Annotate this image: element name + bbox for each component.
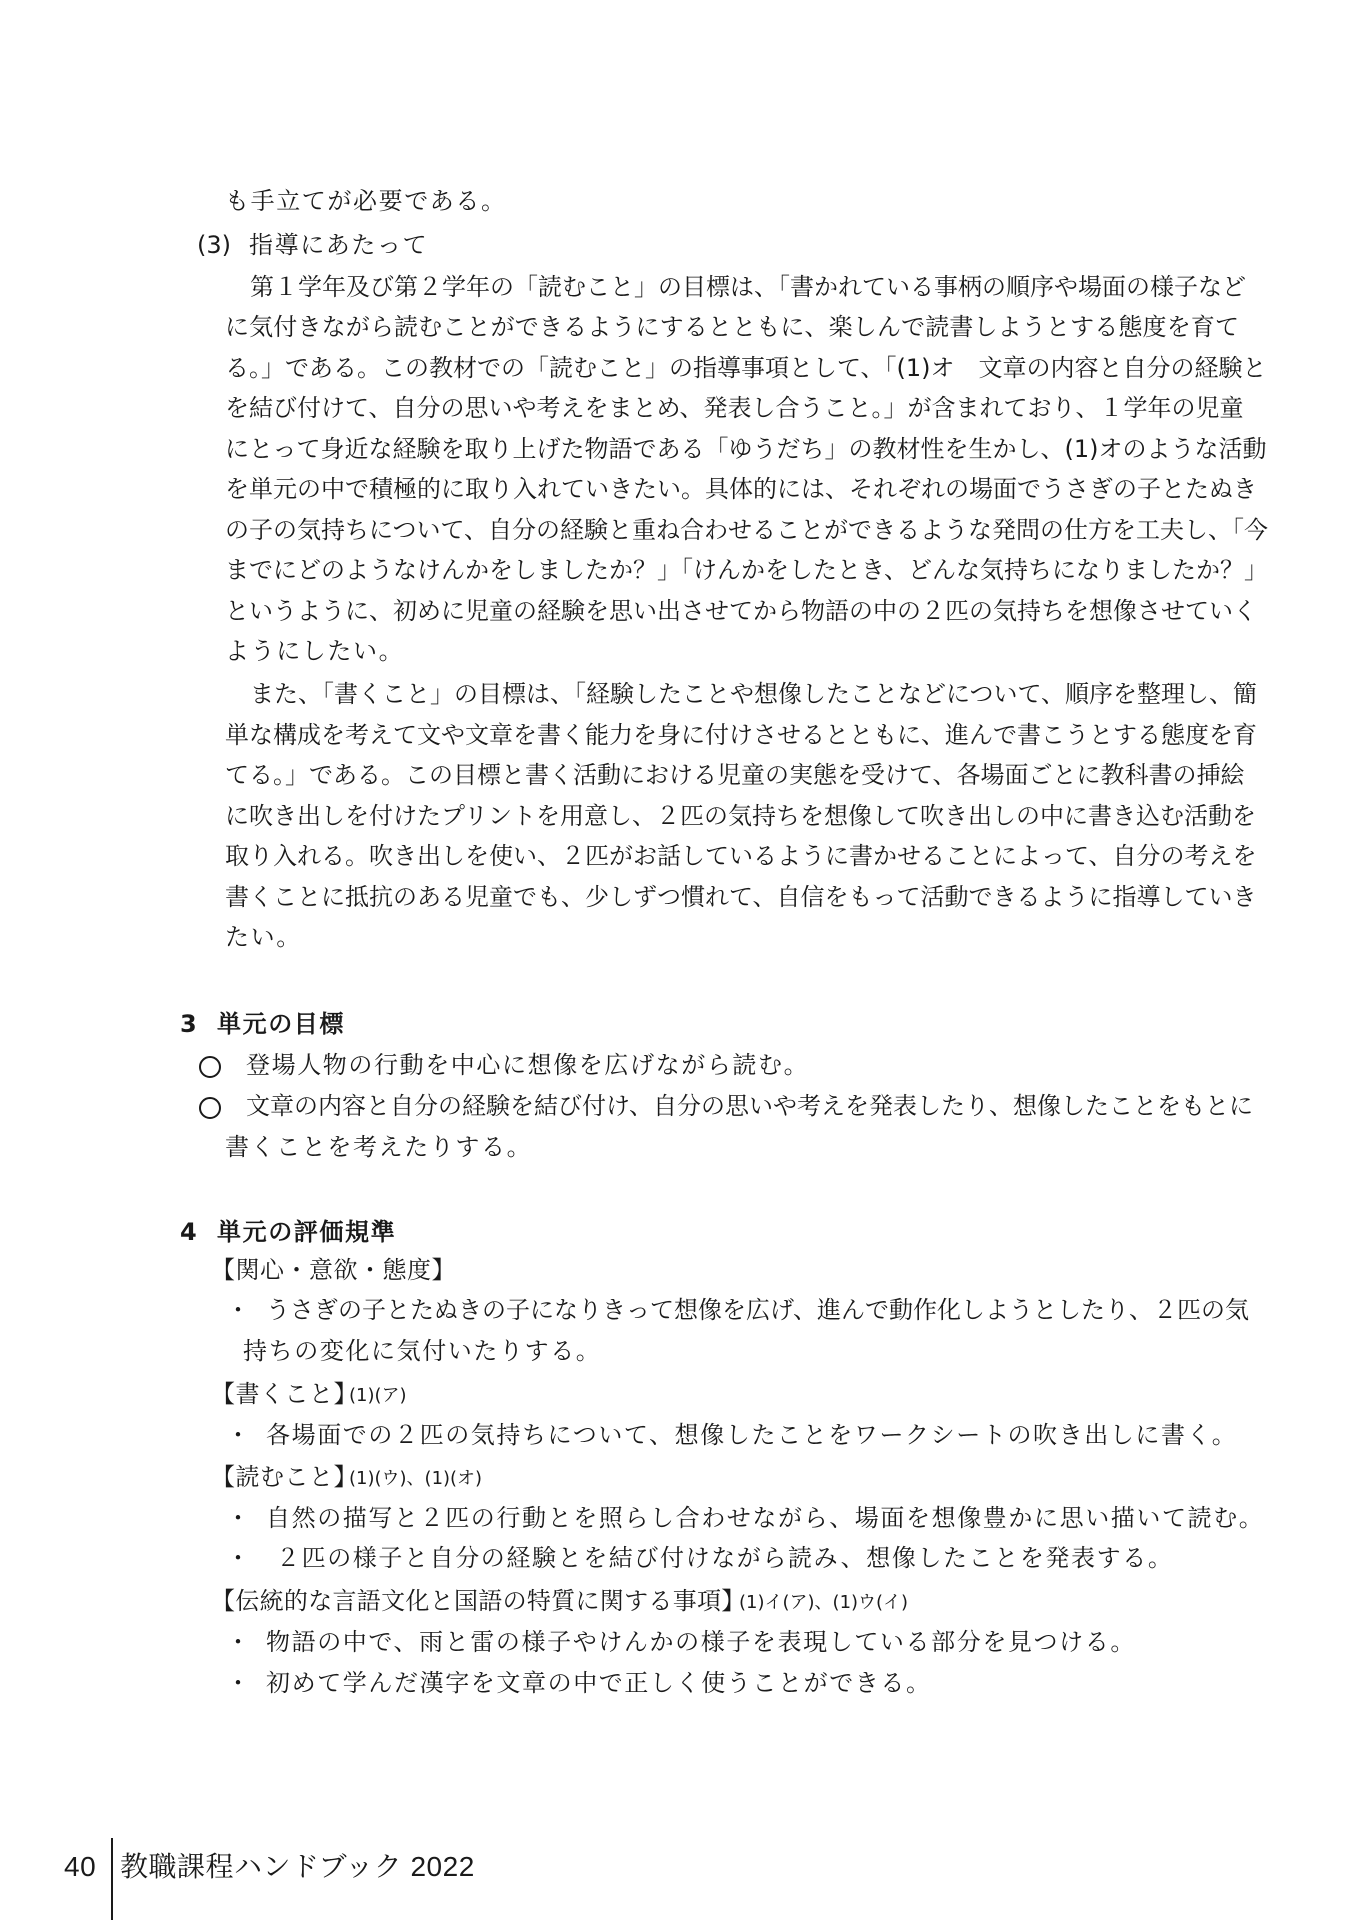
para1-line-2: る。」である。この教材での「読むこと」の指導事項として、「(1)オ 文章の内容と自分の経験と	[225, 354, 1267, 382]
criteria-category-interest: 【関心・意欲・態度】	[211, 1256, 456, 1284]
para1-line-1: に気付きながら読むことができるようにするとともに、楽しんで読書しようとする態度を育て	[225, 313, 1239, 341]
para2-line-5: 書くことに抵抗のある児童でも、少しずつ慣れて、自信をもって活動できるように指導していき	[225, 883, 1257, 911]
para1-line-0: 第１学年及び第２学年の「読むこと」の目標は、「書かれている事柄の順序や場面の様子など	[250, 273, 1246, 301]
paragraph-intro: も手立てが必要である。	[225, 187, 507, 215]
criteria-item-writing: 各場面での２匹の気持ちについて、想像したことをワークシートの吹き出しに書く。	[266, 1421, 1238, 1449]
bullet-icon: ・	[226, 1544, 252, 1572]
bullet-icon: ・	[226, 1504, 252, 1532]
para1-line-6: の子の気持ちについて、自分の経験と重ね合わせることができるような発問の仕方を工夫し、「今	[225, 516, 1269, 544]
criteria-item-language-0: 物語の中で、雨と雷の様子やけんかの様子を表現している部分を見つける。	[266, 1628, 1136, 1656]
criteria-item-reading-1: ２匹の様子と自分の経験とを結び付けながら読み、想像したことを発表する。	[276, 1544, 1174, 1572]
criteria-category-writing: 【書くこと】	[211, 1380, 358, 1408]
footer-divider	[111, 1838, 113, 1920]
para2-line-6: たい。	[225, 923, 302, 951]
criteria-item-interest-cont: 持ちの変化に気付いたりする。	[243, 1337, 602, 1365]
criteria-item-reading-0: 自然の描写と２匹の行動とを照らし合わせながら、場面を想像豊かに思い描いて読む。	[266, 1504, 1265, 1532]
para2-line-4: 取り入れる。吹き出しを使い、２匹がお話しているように書かせることによって、自分の考えを	[225, 842, 1257, 870]
section3-title: 単元の目標	[217, 1010, 345, 1038]
para2-line-2: てる。」である。この目標と書く活動における児童の実態を受けて、各場面ごとに教科書の挿絵	[225, 761, 1245, 789]
para1-line-8: というように、初めに児童の経験を思い出させてから物語の中の２匹の気持ちを想像させていく	[225, 597, 1257, 625]
para2-line-0: また、「書くこと」の目標は、「経験したことや想像したことなどについて、順序を整理し、簡	[250, 680, 1258, 708]
bullet-icon: ・	[226, 1628, 252, 1656]
para1-line-9: ようにしたい。	[225, 637, 405, 665]
section3-number: 3	[180, 1010, 199, 1038]
subsection-number: (3)	[197, 231, 231, 259]
circle-bullet-icon	[199, 1056, 221, 1078]
subsection-title: 指導にあたって	[249, 231, 429, 259]
criteria-item-language-1: 初めて学んだ漢字を文章の中で正しく使うことができる。	[266, 1669, 932, 1697]
para2-line-3: に吹き出しを付けたプリントを用意し、２匹の気持ちを想像して吹き出しの中に書き込む活動を	[225, 802, 1257, 830]
criteria-ref-reading: (1)(ウ)、(1)(オ)	[349, 1468, 483, 1489]
bullet-icon: ・	[226, 1669, 252, 1697]
section4-title: 単元の評価規準	[217, 1218, 397, 1246]
para2-line-1: 単な構成を考えて文や文章を書く能力を身に付けさせるとともに、進んで書こうとする態度を育	[225, 721, 1257, 749]
bullet-icon: ・	[226, 1296, 252, 1324]
circle-bullet-icon	[199, 1097, 221, 1119]
criteria-item-interest: うさぎの子とたぬきの子になりきって想像を広げ、進んで動作化しようとしたり、２匹の気	[266, 1296, 1250, 1324]
para1-line-7: までにどのようなけんかをしましたか？」「けんかをしたとき、どんな気持ちになりましたか？」	[225, 556, 1269, 584]
section3-item-1-cont: 書くことを考えたりする。	[225, 1133, 533, 1161]
criteria-category-reading: 【読むこと】	[211, 1463, 358, 1491]
para1-line-3: を結び付けて、自分の思いや考えをまとめ、発表し合うこと。」が含まれており、１学年の児童	[225, 394, 1244, 422]
para1-line-5: を単元の中で積極的に取り入れていきたい。具体的には、それぞれの場面でうさぎの子とたぬき	[225, 475, 1257, 503]
section4-number: 4	[180, 1218, 199, 1246]
section3-item-1: 文章の内容と自分の経験を結び付け、自分の思いや考えを発表したり、想像したことをもとに	[246, 1092, 1254, 1120]
section3-item-0: 登場人物の行動を中心に想像を広げながら読む。	[246, 1051, 810, 1079]
book-title: 教職課程ハンドブック 2022	[120, 1851, 475, 1882]
bullet-icon: ・	[226, 1421, 252, 1449]
criteria-category-language: 【伝統的な言語文化と国語の特質に関する事項】	[211, 1587, 746, 1615]
para1-line-4: にとって身近な経験を取り上げた物語である「ゆうだち」の教材性を生かし、(1)オのような活動	[225, 435, 1267, 463]
page-number: 40	[64, 1851, 97, 1882]
criteria-ref-writing: (1)(ア)	[349, 1385, 407, 1406]
criteria-ref-language: (1)イ(ア)、(1)ウ(イ)	[739, 1592, 909, 1613]
